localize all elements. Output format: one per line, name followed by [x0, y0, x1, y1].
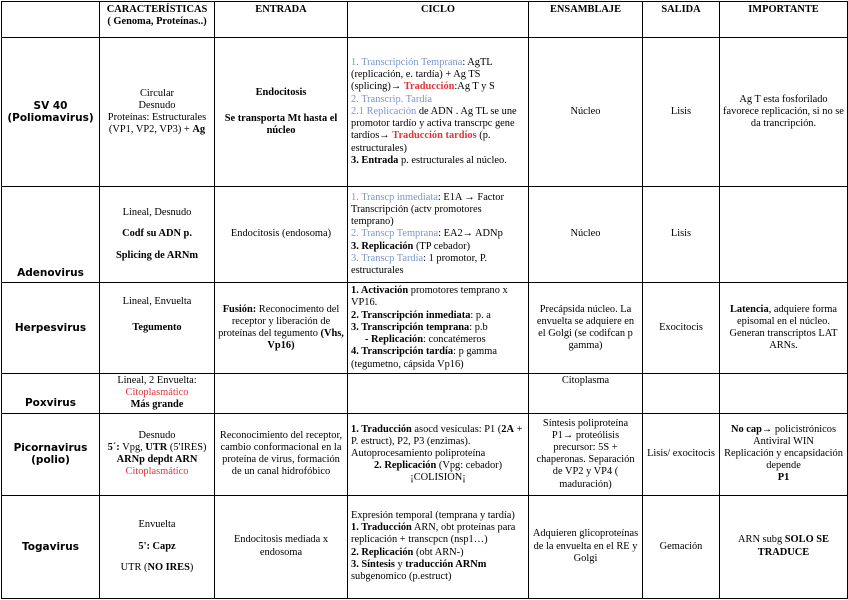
row-picornavirus [2, 413, 848, 495]
virus-comparison-table [1, 1, 848, 599]
adeno-salida: Lisis [643, 187, 720, 283]
herpes-ensamblaje: Precápsida núcleo. La envuelta se adquiere en el Golgi (se codifcan p gamma) [529, 283, 643, 374]
header-entrada: ENTRADA [215, 2, 348, 38]
adeno-ciclo: 1. Transcp inmediata: E1A → Factor Transcripción (actv promotores temprano) 2. Transcp Temprana: EA2→ ADNp 3. Replicación (TP cebador) 3. Transcp Tardía: 1 promotor, P. estructurales [348, 187, 529, 283]
picorna-importante: No cap→ policistrónicos Antiviral WIN Replicación y encapsidación depende P1 [720, 413, 848, 495]
header-importante: IMPORTANTE [720, 2, 848, 38]
row-adenovirus [2, 187, 848, 283]
toga-caracteristicas: Envuelta 5': Capz UTR (NO IRES) [100, 495, 215, 598]
header-ciclo: CICLO [348, 2, 529, 38]
virus-name-herpesvirus: Herpesvirus [2, 283, 100, 374]
pox-caracteristicas: Lineal, 2 Envuelta: Citoplasmático Más grande [100, 374, 215, 414]
virus-name-adenovirus: Adenovirus [2, 187, 100, 283]
adeno-caracteristicas: Lineal, Desnudo Codf su ADN p. Splicing de ARNm [100, 187, 215, 283]
pox-ensamblaje: Citoplasma [529, 374, 643, 414]
sv40-caracteristicas: Circular Desnudo Proteínas: Estructurales (VP1, VP2, VP3) + Ag [100, 38, 215, 187]
sv40-salida: Lisis [643, 38, 720, 187]
row-poxvirus [2, 374, 848, 414]
row-sv40 [2, 38, 848, 187]
toga-entrada: Endocitosis mediada x endosoma [215, 495, 348, 598]
adeno-entrada: Endocitosis (endosoma) [215, 187, 348, 283]
herpes-entrada: Fusión: Reconocimento del receptor y liberación de proteínas del tegumento (Vhs, Vp16) [215, 283, 348, 374]
virus-name-poxvirus: Poxvirus [2, 374, 100, 414]
herpes-ciclo: 1. Activación promotores temprano x VP16. 2. Transcripción inmediata: p. a 3. Transcripción temprana: p.b - Replicación: concatémeros 4. Transcripción tardía: p gamma (tegumetno, cápsida Vp16) [348, 283, 529, 374]
pox-entrada [215, 374, 348, 414]
toga-ensamblaje: Adquieren glicoproteínas de la envuelta en el RE y Golgi [529, 495, 643, 598]
adeno-importante [720, 187, 848, 283]
virus-name-picornavirus: Picornavirus (polio) [2, 413, 100, 495]
herpes-caracteristicas: Lineal, Envuelta Tegumento [100, 283, 215, 374]
pox-importante [720, 374, 848, 414]
herpes-salida: Exocitocis [643, 283, 720, 374]
picorna-entrada: Reconocimiento del receptor, cambio conformacional en la proteína de virus, formación de un canal hidrofóbico [215, 413, 348, 495]
herpes-importante: Latencia, adquiere forma episomal en el núcleo. Generan transcriptos LAT ARNs. [720, 283, 848, 374]
virus-name-sv40: SV 40 (Poliomavirus) [2, 38, 100, 187]
picorna-caracteristicas: Desnudo 5´: Vpg, UTR (5'IRES) ARNp depdt ARN Citoplasmático [100, 413, 215, 495]
row-herpesvirus [2, 283, 848, 374]
toga-salida: Gemación [643, 495, 720, 598]
adeno-ensamblaje: Núcleo [529, 187, 643, 283]
header-salida: SALIDA [643, 2, 720, 38]
picorna-ciclo: 1. Traducción asocd vesículas: P1 (2A + P. estruct), P2, P3 (enzimas). Autoprocesamiento poliproteína 2. Replicación (Vpg: cebador) ¡COLISIÓN¡ [348, 413, 529, 495]
virus-name-togavirus: Togavirus [2, 495, 100, 598]
header-row [2, 2, 848, 38]
row-togavirus [2, 495, 848, 598]
picorna-ensamblaje: Síntesis poliproteína P1→ proteólisis precursor: 5S + chaperonas. Separación de VP2 y VP4 ( maduración) [529, 413, 643, 495]
sv40-importante: Ag T esta fosforilado favorece replicación, si no se da trancripción. [720, 38, 848, 187]
header-empty [2, 2, 100, 38]
header-ensamblaje: ENSAMBLAJE [529, 2, 643, 38]
pox-ciclo [348, 374, 529, 414]
toga-ciclo: Expresión temporal (temprana y tardía) 1. Traducción ARN, obt proteínas para replicación + transcpcn (nsp1…) 2. Replicación (obt ARN-) 3. Síntesis y traducción ARNm subgenomico (p.estruct) [348, 495, 529, 598]
sv40-ensamblaje: Núcleo [529, 38, 643, 187]
sv40-ciclo: 1. Transcripción Temprana: AgTL (replicación, e. tardía) + Ag TS (splicing)→ Traducción:Ag T y S 2. Transcrip. Tardía 2.1 Replicación de ADN . Ag TL se une promotor tardío y activa transcrpc gene tardíos→ Traducción tardíos (p. estructurales) 3. Entrada p. estructurales al núcleo. [348, 38, 529, 187]
sv40-entrada: Endocitosis Se transporta Mt hasta el núcleo [215, 38, 348, 187]
header-caracteristicas: CARACTERÍSTICAS ( Genoma, Proteínas..) [100, 2, 215, 38]
toga-importante: ARN subg SOLO SE TRADUCE [720, 495, 848, 598]
picorna-salida: Lisis/ exocitocis [643, 413, 720, 495]
pox-salida [643, 374, 720, 414]
